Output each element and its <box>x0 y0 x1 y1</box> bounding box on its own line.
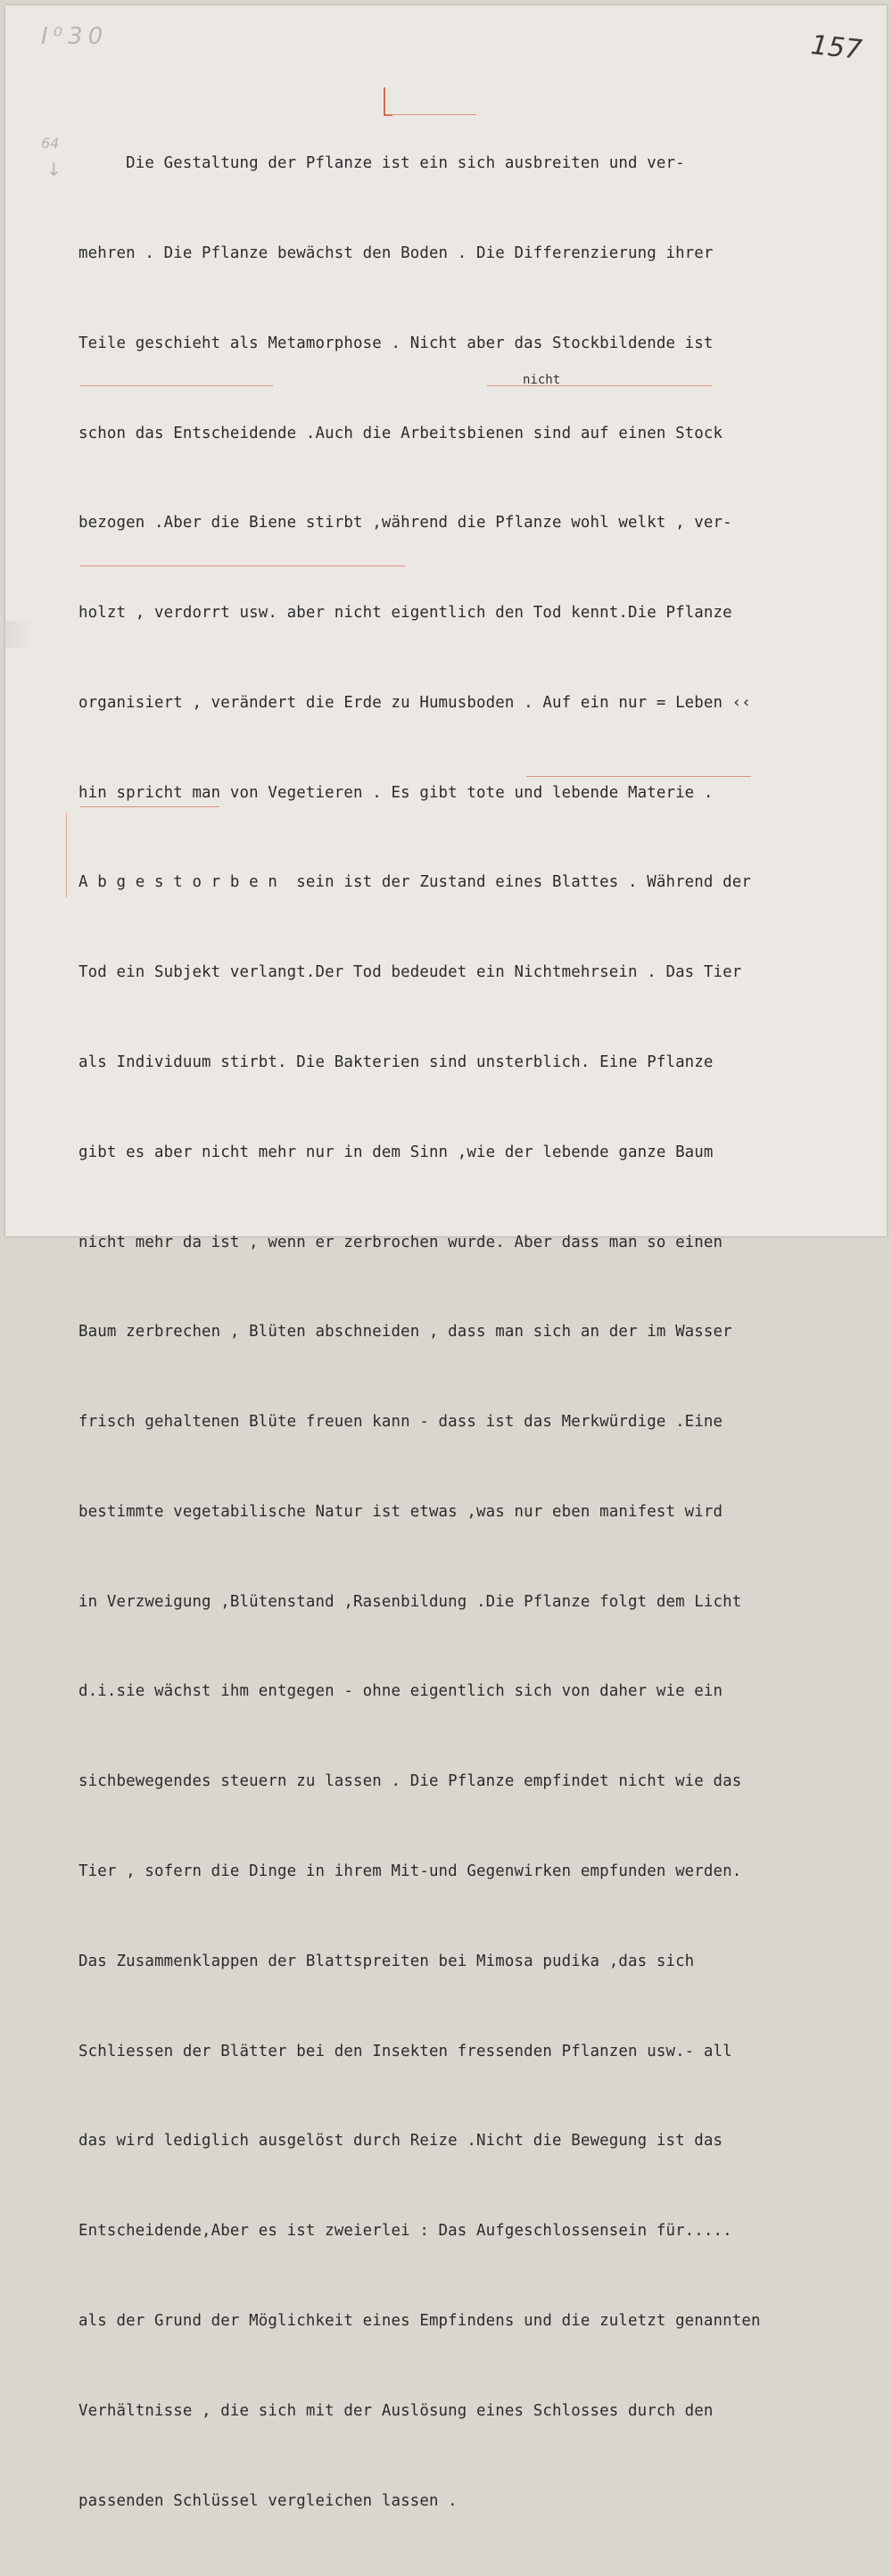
text-line: bestimmte vegetabilische Natur ist etwas ,was nur eben manifest wird <box>78 1502 723 1521</box>
text-line: organisiert , verändert die Erde zu Humusboden . Auf ein nur = Leben ‹‹ <box>78 693 752 712</box>
margin-note: 64 <box>41 135 60 152</box>
text-line: Tod ein Subjekt verlangt.Der Tod bedeudet ein Nichtmehrsein . Das Tier <box>78 963 742 982</box>
text-line: Verhältnisse , die sich mit der Auslösung eines Schlosses durch den <box>78 2401 714 2420</box>
text-line: als der Grund der Möglichkeit eines Empfindens und die zuletzt genannten <box>78 2311 761 2330</box>
page-number: 157 <box>809 29 863 66</box>
text-line: Baum zerbrechen , Blüten abschneiden , dass man sich an der im Wasser <box>78 1323 732 1342</box>
text-line: frisch gehaltenen Blüte freuen kann - dass ist das Merkwürdige .Eine <box>78 1413 723 1432</box>
text-line: Die Gestaltung der Pflanze ist ein sich ausbreiten und ver- <box>78 154 685 173</box>
text-line: Das Zusammenklappen der Blattspreiten bei Mimosa pudika ,das sich <box>78 1952 695 1970</box>
paper-fold <box>5 621 32 648</box>
text-line: sichbewegendes steuern zu lassen . Die Pflanze empfindet nicht wie das <box>78 1772 742 1791</box>
red-margin-line <box>66 813 67 897</box>
interlinear-insert: nicht <box>523 373 561 387</box>
text-line: bezogen .Aber die Biene stirbt ,während die Pflanze wohl welkt , ver- <box>78 514 732 533</box>
text-line: A b g e s t o r b e n sein ist der Zustand eines Blattes . Während der <box>78 873 752 892</box>
text-line: d.i.sie wächst ihm entgegen - ohne eigentlich sich von daher wie ein <box>78 1682 723 1701</box>
typescript-body <box>78 89 863 2576</box>
text-line: hin spricht man von Vegetieren . Es gibt tote und lebende Materie . <box>78 783 714 802</box>
archive-mark: I⁰30 <box>41 23 109 50</box>
text-line: Schliessen der Blätter bei den Insekten fressenden Pflanzen usw.- all <box>78 2042 732 2060</box>
text-line: mehren . Die Pflanze bewächst den Boden . Die Differenzierung ihrer <box>78 244 714 262</box>
text-line: das wird lediglich ausgelöst durch Reize .Nicht die Bewegung ist das <box>78 2132 723 2151</box>
text-line: in Verzweigung ,Blütenstand ,Rasenbildung .Die Pflanze folgt dem Licht <box>78 1592 742 1611</box>
text-line: gibt es aber nicht mehr nur in dem Sinn ,wie der lebende ganze Baum <box>78 1143 714 1161</box>
text-line: als Individuum stirbt. Die Bakterien sind unsterblich. Eine Pflanze <box>78 1053 714 1071</box>
text-line: Entscheidende,Aber es ist zweierlei : Das Aufgeschlossensein für..... <box>78 2222 732 2241</box>
text-line: passenden Schlüssel vergleichen lassen . <box>78 2491 458 2510</box>
text-line: holzt , verdorrt usw. aber nicht eigentlich den Tod kennt.Die Pflanze <box>78 604 732 623</box>
text-line: nicht mehr da ist , wenn er zerbrochen wurde. Aber dass man so einen <box>78 1233 723 1251</box>
margin-arrow-icon: ↓ <box>46 159 62 180</box>
document-page <box>5 5 887 2510</box>
text-line: schon das Entscheidende .Auch die Arbeitsbienen sind auf einen Stock <box>78 424 723 442</box>
text-line: Tier , sofern die Dinge in ihrem Mit-und Gegenwirken empfunden werden. <box>78 1862 742 1881</box>
text-line: Teile geschieht als Metamorphose . Nicht aber das Stockbildende ist <box>78 334 714 352</box>
